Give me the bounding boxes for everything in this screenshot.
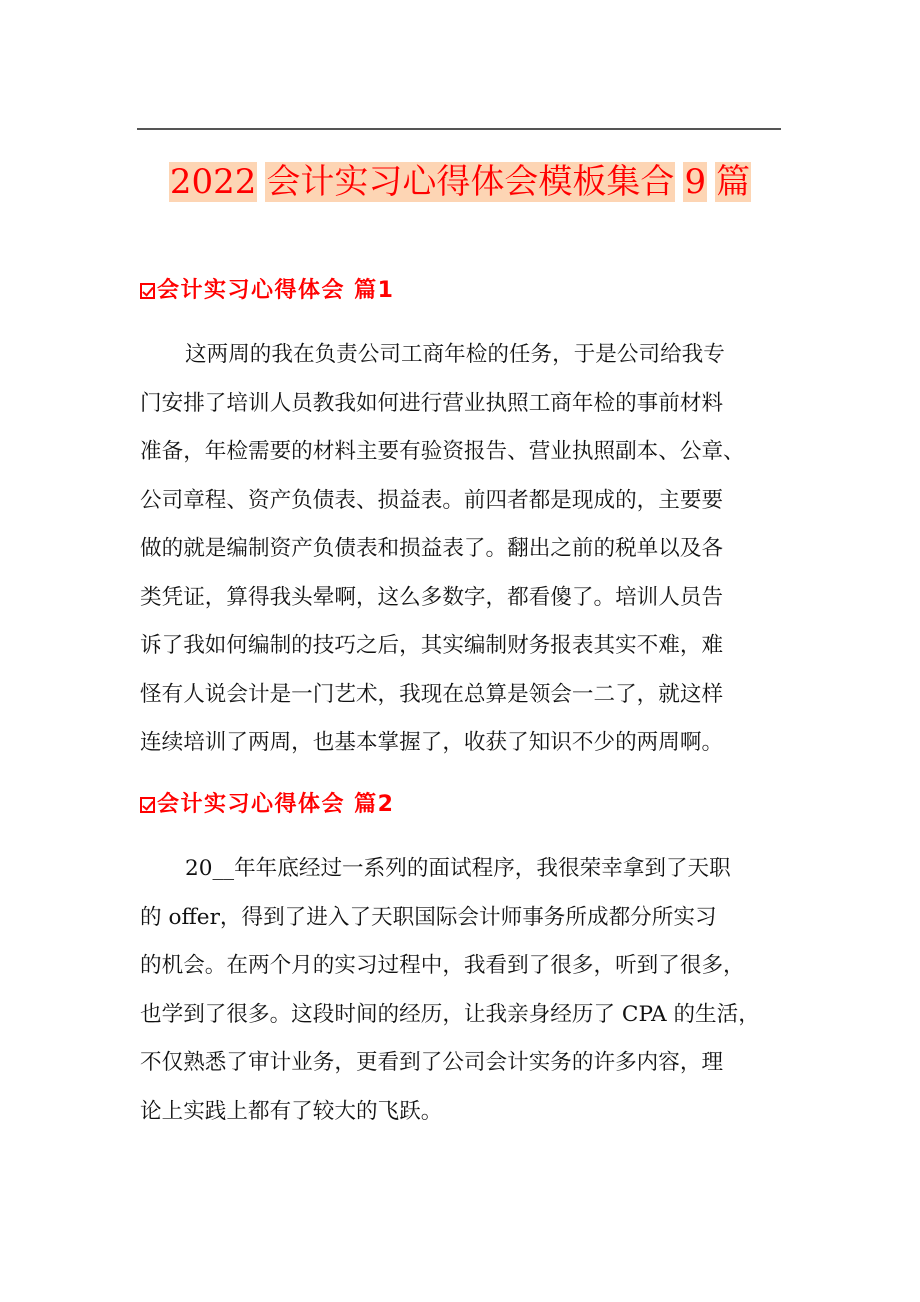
paragraph-line: 连续培训了两周，也基本掌握了，收获了知识不少的两周啊。 (140, 730, 724, 755)
paragraph-line: 这两周的我在负责公司工商年检的任务，于是公司给我专 (185, 342, 725, 367)
paragraph-line: 的 offer，得到了进入了天职国际会计师事务所成都分所实习 (140, 904, 717, 930)
paragraph-line: 准备，年检需要的材料主要有验资报告、营业执照副本、公章、 (140, 439, 745, 464)
document-title (0, 158, 920, 206)
section-heading-2 (140, 790, 394, 820)
paragraph-line: 类凭证，算得我头晕啊，这么多数字，都看傻了。培训人员告 (140, 584, 724, 610)
title-suffix: 篇 (716, 162, 751, 202)
paragraph-line: 做的就是编制资产负债表和损益表了。翻出之前的税单以及各 (140, 536, 724, 561)
paragraph-line: 诉了我如何编制的技巧之后，其实编制财务报表其实不难，难 (140, 633, 724, 658)
section-heading-1 (140, 276, 394, 306)
section-1-paragraph (140, 331, 790, 768)
title-main: 会计实习心得体会模板集合 (266, 162, 675, 202)
paragraph-line: 怪有人说会计是一门艺术，我现在总算是领会一二了，就这样 (140, 681, 724, 707)
paragraph-line: 的机会。在两个月的实习过程中，我看到了很多，听到了很多， (140, 953, 745, 978)
header-rule (137, 128, 781, 130)
paragraph-line: 门安排了培训人员教我如何进行营业执照工商年检的事前材料 (140, 390, 724, 416)
paragraph-line: 论上实践上都有了较大的飞跃。 (140, 1098, 443, 1124)
section-heading-text: 会计实习心得体会 篇2 (157, 792, 395, 817)
section-heading-text: 会计实习心得体会 篇1 (157, 278, 395, 303)
paragraph-line: 不仅熟悉了审计业务，更看到了公司会计实务的许多内容，理 (140, 1050, 724, 1075)
paragraph-line: 也学到了很多。这段时间的经历，让我亲身经历了 CPA 的生活， (140, 1001, 760, 1027)
title-year: 2022 (169, 162, 257, 202)
paragraph-line: 公司章程、资产负债表、损益表。前四者都是现成的，主要要 (140, 487, 724, 513)
section-2-paragraph (140, 845, 790, 1136)
checkbox-checked-icon (140, 797, 155, 813)
paragraph-line: 20__年年底经过一系列的面试程序，我很荣幸拿到了天职 (185, 856, 731, 881)
title-count: 9 (684, 162, 707, 202)
checkbox-checked-icon (140, 283, 155, 299)
